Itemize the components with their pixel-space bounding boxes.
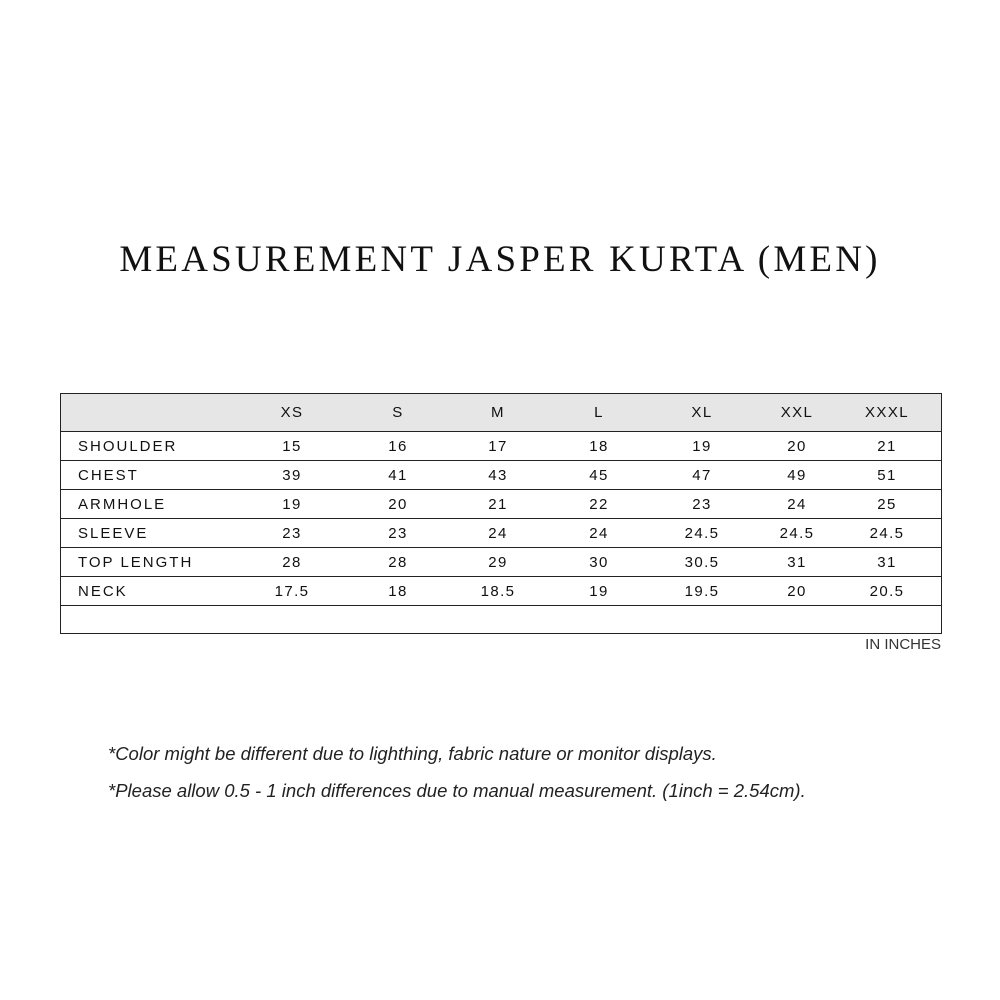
measurement-label: CHEST bbox=[78, 466, 139, 484]
measurement-value: 39 bbox=[282, 466, 302, 484]
size-header-cell: XXXL bbox=[865, 404, 909, 421]
table-row bbox=[61, 548, 941, 577]
measurement-value: 20 bbox=[787, 437, 807, 455]
size-header-cell: XXL bbox=[780, 404, 814, 421]
measurement-value: 30.5 bbox=[684, 553, 720, 571]
table-header-row bbox=[61, 394, 941, 432]
measurement-value: 20 bbox=[787, 582, 807, 600]
measurement-value: 17.5 bbox=[274, 582, 310, 600]
table-row bbox=[61, 432, 941, 461]
table-row bbox=[61, 577, 941, 606]
measurement-value: 21 bbox=[877, 437, 897, 455]
measurement-value: 19 bbox=[692, 437, 712, 455]
measurement-value: 25 bbox=[877, 495, 897, 513]
measurement-value: 18 bbox=[388, 582, 408, 600]
measurement-value: 20 bbox=[388, 495, 408, 513]
measurement-value: 24.5 bbox=[779, 524, 815, 542]
measurement-value: 24.5 bbox=[684, 524, 720, 542]
measurement-value: 47 bbox=[692, 466, 712, 484]
measurement-value: 18 bbox=[589, 437, 609, 455]
measurement-label: SHOULDER bbox=[78, 437, 178, 455]
measurement-value: 51 bbox=[877, 466, 897, 484]
size-header-cell: S bbox=[392, 404, 404, 421]
empty-row bbox=[61, 606, 941, 634]
measurement-value: 18.5 bbox=[480, 582, 516, 600]
measurement-value: 31 bbox=[877, 553, 897, 571]
measurement-value: 28 bbox=[388, 553, 408, 571]
size-header-cell: XS bbox=[280, 404, 304, 421]
size-header-cell: L bbox=[594, 404, 604, 421]
measurement-value: 20.5 bbox=[869, 582, 905, 600]
measurement-value: 19 bbox=[282, 495, 302, 513]
table-row bbox=[61, 461, 941, 490]
measurement-value: 24 bbox=[589, 524, 609, 542]
measurement-value: 41 bbox=[388, 466, 408, 484]
measurement-value: 17 bbox=[488, 437, 508, 455]
measurement-value: 45 bbox=[589, 466, 609, 484]
measurement-value: 19 bbox=[589, 582, 609, 600]
measurement-value: 19.5 bbox=[684, 582, 720, 600]
measurement-value: 23 bbox=[388, 524, 408, 542]
table-row bbox=[61, 519, 941, 548]
page-title: MEASUREMENT JASPER KURTA (MEN) bbox=[119, 239, 881, 280]
measurement-value: 24 bbox=[787, 495, 807, 513]
measurement-value: 43 bbox=[488, 466, 508, 484]
measurement-value: 21 bbox=[488, 495, 508, 513]
measurement-label: NECK bbox=[78, 582, 128, 600]
measurement-value: 22 bbox=[589, 495, 609, 513]
size-chart-table bbox=[60, 393, 942, 634]
size-header-cell: XL bbox=[691, 404, 713, 421]
measurement-value: 49 bbox=[787, 466, 807, 484]
measurement-label: ARMHOLE bbox=[78, 495, 167, 513]
measurement-disclaimer: *Please allow 0.5 - 1 inch differences due to manual measurement. (1inch = 2.54cm). bbox=[108, 780, 806, 801]
measurement-value: 23 bbox=[282, 524, 302, 542]
measurement-label: TOP LENGTH bbox=[78, 553, 194, 571]
measurement-value: 29 bbox=[488, 553, 508, 571]
measurement-value: 23 bbox=[692, 495, 712, 513]
measurement-value: 16 bbox=[388, 437, 408, 455]
measurement-value: 30 bbox=[589, 553, 609, 571]
measurement-value: 24.5 bbox=[869, 524, 905, 542]
measurement-value: 28 bbox=[282, 553, 302, 571]
measurement-value: 24 bbox=[488, 524, 508, 542]
table-row bbox=[61, 490, 941, 519]
unit-note: IN INCHES bbox=[865, 636, 941, 653]
measurement-value: 31 bbox=[787, 553, 807, 571]
measurement-label: SLEEVE bbox=[78, 524, 149, 542]
color-disclaimer: *Color might be different due to lighthing, fabric nature or monitor displays. bbox=[108, 743, 717, 764]
measurement-value: 15 bbox=[282, 437, 302, 455]
size-header-cell: M bbox=[491, 404, 505, 421]
